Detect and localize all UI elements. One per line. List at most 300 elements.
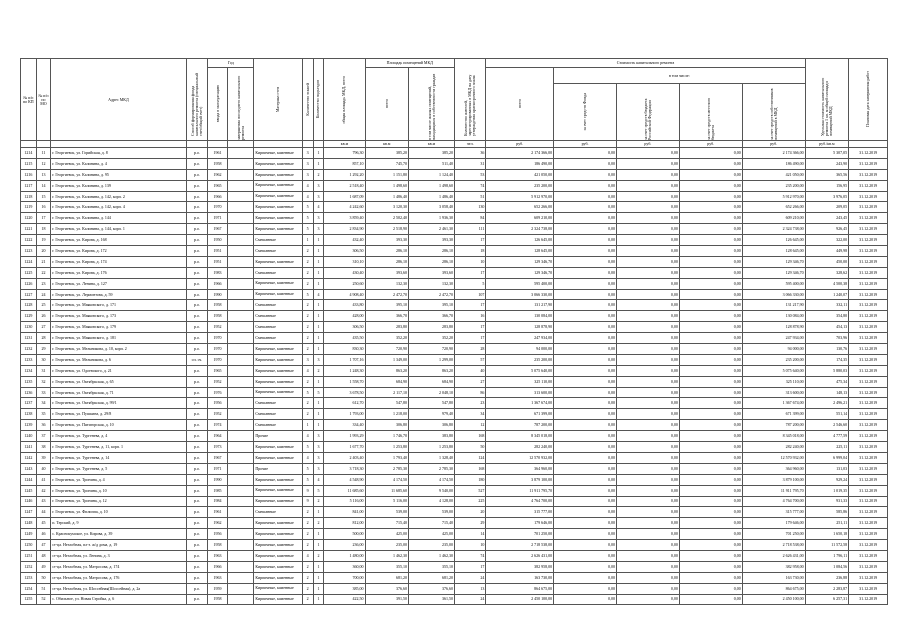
row-cost-total: 315 777,00: [486, 507, 554, 518]
row-cost-local: 0,00: [679, 235, 742, 246]
row-no-mo: 38: [36, 442, 51, 453]
row-unit-cost: 475,34: [805, 376, 849, 387]
row-no-kp: 1242: [21, 452, 37, 463]
row-entrances: 1: [313, 540, 324, 551]
row-fund-method: р.о.: [186, 202, 208, 213]
row-year-repair: [227, 387, 254, 398]
row-area-private: 4 174,50: [409, 474, 455, 485]
row-deadline: 31.12.2019: [849, 344, 888, 355]
unit-cell: руб.: [616, 141, 679, 148]
row-cost-total: 1 367 674,00: [486, 398, 554, 409]
row-area-all: 393,30: [365, 235, 409, 246]
row-year-repair: [227, 300, 254, 311]
row-unit-cost: 1 084,56: [805, 561, 849, 572]
row-no-kp: 1243: [21, 463, 37, 474]
row-entrances: 3: [313, 431, 324, 442]
row-cost-local: 0,00: [679, 191, 742, 202]
row-cost-total: 671 399,00: [486, 409, 554, 420]
row-no-mo: 48: [36, 550, 51, 561]
row-cost-federal: 0,00: [616, 518, 679, 529]
row-deadline: 31.12.2019: [849, 333, 888, 344]
row-deadline: 31.12.2019: [849, 540, 888, 551]
row-year-built: 1964: [208, 431, 227, 442]
row-area-private: 385,20: [409, 148, 455, 159]
row-year-repair: [227, 322, 254, 333]
row-total-area: 433,80: [324, 300, 365, 311]
row-fund-method: р.о.: [186, 333, 208, 344]
row-wall-material: Смешанные: [254, 235, 302, 246]
row-cost-federal: 0,00: [616, 387, 679, 398]
row-cost-local: 0,00: [679, 278, 742, 289]
row-no-kp: 1255: [21, 594, 37, 605]
row-cost-federal: 0,00: [616, 148, 679, 159]
row-no-kp: 1218: [21, 191, 37, 202]
row-cost-fund: 0,00: [554, 169, 617, 180]
row-deadline: 31.12.2019: [849, 180, 888, 191]
row-cost-federal: 0,00: [616, 158, 679, 169]
row-year-repair: [227, 496, 254, 507]
table-row: [21, 518, 888, 529]
row-total-area: 2 834,90: [324, 224, 365, 235]
row-cost-owners: 5 075 640,00: [742, 365, 805, 376]
row-wall-material: Смешанные: [254, 300, 302, 311]
row-entrances: 3: [313, 354, 324, 365]
table-row: [21, 333, 888, 344]
row-cost-total: 235 200,00: [486, 180, 554, 191]
row-entrances: 3: [313, 224, 324, 235]
table-row: [21, 496, 888, 507]
row-cost-owners: 8 345 018,00: [742, 431, 805, 442]
row-no-mo: 22: [36, 267, 51, 278]
row-cost-fund: 0,00: [554, 594, 617, 605]
row-fund-method: р.о.: [186, 409, 208, 420]
row-cost-fund: 0,00: [554, 158, 617, 169]
row-residents: 111: [454, 224, 485, 235]
row-year-built: 1966: [208, 191, 227, 202]
row-no-mo: 41: [36, 474, 51, 485]
row-entrances: 4: [313, 289, 324, 300]
table-row: [21, 311, 888, 322]
table-row: [21, 529, 888, 540]
row-cost-federal: 0,00: [616, 191, 679, 202]
row-deadline: 31.12.2019: [849, 398, 888, 409]
row-cost-fund: 0,00: [554, 322, 617, 333]
row-cost-owners: 2 324 738,00: [742, 224, 805, 235]
row-unit-cost: 585,86: [805, 507, 849, 518]
row-unit-cost: 236,88: [805, 572, 849, 583]
row-cost-fund: 0,00: [554, 561, 617, 572]
row-wall-material: Прочие: [254, 463, 302, 474]
row-unit-cost: 1 650,18: [805, 529, 849, 540]
row-unit-cost: 3 976,05: [805, 191, 849, 202]
row-cost-total: 128 878,90: [486, 322, 554, 333]
row-fund-method: р.о.: [186, 540, 208, 551]
header-floors: Количество этажей: [302, 59, 313, 141]
row-entrances: 4: [313, 202, 324, 213]
row-unit-cost: 243,90: [805, 158, 849, 169]
row-residents: 84: [454, 213, 485, 224]
row-unit-cost: 354,80: [805, 311, 849, 322]
row-area-private: 1 486,40: [409, 191, 455, 202]
row-cost-total: 5 912 970,00: [486, 191, 554, 202]
table-row: [21, 572, 888, 583]
row-cost-fund: 0,00: [554, 452, 617, 463]
row-fund-method: р.о.: [186, 224, 208, 235]
row-address: г. Георгиевск, ул. Калинина, д. 4: [51, 158, 186, 169]
row-cost-total: 3 066 330,00: [486, 289, 554, 300]
row-area-private: 2 461,30: [409, 224, 455, 235]
row-no-kp: 1250: [21, 540, 37, 551]
table-row: [21, 550, 888, 561]
row-fund-method: р.о.: [186, 289, 208, 300]
row-cost-fund: 0,00: [554, 409, 617, 420]
row-cost-total: 126 645,00: [486, 235, 554, 246]
row-total-area: 857,10: [324, 158, 365, 169]
row-cost-local: 0,00: [679, 474, 742, 485]
row-total-area: 236,00: [324, 540, 365, 551]
row-residents: 57: [454, 354, 485, 365]
row-wall-material: Кирпичные, каменные: [254, 169, 302, 180]
row-year-built: 1951: [208, 256, 227, 267]
row-year-built: 1966: [208, 278, 227, 289]
row-wall-material: Смешанные: [254, 322, 302, 333]
row-area-all: 11 685,60: [365, 485, 409, 496]
row-year-repair: [227, 158, 254, 169]
row-entrances: 1: [313, 583, 324, 594]
table-row: [21, 267, 888, 278]
row-residents: 18: [454, 246, 485, 257]
header-cost-owners: за счет средств собственников помещений в МКД: [742, 84, 805, 141]
row-cost-total: 3 879 100,00: [486, 474, 554, 485]
row-cost-federal: 0,00: [616, 431, 679, 442]
row-address: ст-ца. Незлобная, ул. Матросова, д. 176: [51, 572, 186, 583]
table-row: [21, 235, 888, 246]
row-no-kp: 1220: [21, 213, 37, 224]
row-entrances: 3: [313, 191, 324, 202]
row-cost-total: 129 346,70: [486, 267, 554, 278]
row-residents: 5: [454, 278, 485, 289]
row-year-repair: [227, 278, 254, 289]
row-floors: 2: [302, 398, 313, 409]
row-cost-fund: 0,00: [554, 191, 617, 202]
row-wall-material: Смешанные: [254, 267, 302, 278]
row-cost-owners: 2 718 538,00: [742, 540, 805, 551]
row-entrances: 1: [313, 409, 324, 420]
row-total-area: 385,00: [324, 583, 365, 594]
row-cost-total: 131 217,90: [486, 300, 554, 311]
row-floors: 2: [302, 344, 313, 355]
table-row: [21, 256, 888, 267]
row-cost-local: 0,00: [679, 431, 742, 442]
row-area-private: 283,80: [409, 322, 455, 333]
row-residents: 17: [454, 235, 485, 246]
row-address: г. Георгиевск, ул. Кирова, д. 176: [51, 267, 186, 278]
header-total-area: общая площадь МКД, всего: [324, 59, 365, 141]
row-cost-owners: 94 000,00: [742, 344, 805, 355]
row-no-mo: 24: [36, 289, 51, 300]
table-row: [21, 463, 888, 474]
row-area-private: 286,10: [409, 256, 455, 267]
row-entrances: 4: [313, 474, 324, 485]
table-row: [21, 224, 888, 235]
row-cost-local: 0,00: [679, 583, 742, 594]
row-cost-total: 2 626 431,00: [486, 550, 554, 561]
row-no-kp: 1241: [21, 442, 37, 453]
table-row: [21, 583, 888, 594]
row-deadline: 31.12.2019: [849, 289, 888, 300]
row-cost-total: 2 324 738,00: [486, 224, 554, 235]
row-fund-method: р.о.: [186, 485, 208, 496]
row-floors: 5: [302, 474, 313, 485]
row-no-mo: 11: [36, 148, 51, 159]
row-cost-total: 128 645,00: [486, 246, 554, 257]
row-deadline: 31.12.2019: [849, 354, 888, 365]
row-cost-total: 179 646,00: [486, 518, 554, 529]
row-year-built: 1970: [208, 344, 227, 355]
row-fund-method: р.о.: [186, 235, 208, 246]
row-wall-material: Смешанные: [254, 398, 302, 409]
row-cost-fund: 0,00: [554, 148, 617, 159]
row-area-private: 681,20: [409, 572, 455, 583]
row-no-kp: 1227: [21, 289, 37, 300]
row-area-private: 2 472,70: [409, 289, 455, 300]
table-row: [21, 409, 888, 420]
row-wall-material: Кирпичные, каменные: [254, 148, 302, 159]
row-area-all: 355,10: [365, 561, 409, 572]
row-no-mo: 12: [36, 158, 51, 169]
row-cost-federal: 0,00: [616, 507, 679, 518]
row-cost-total: 364 960,00: [486, 463, 554, 474]
row-residents: 168: [454, 463, 485, 474]
row-no-kp: 1228: [21, 300, 37, 311]
row-address: г. Георгиевск, ул. Октябрьская, д. 99/1: [51, 398, 186, 409]
row-cost-local: 0,00: [679, 311, 742, 322]
row-address: г. Георгиевск, ул. Тронина, д. 10: [51, 485, 186, 496]
row-area-all: 352,20: [365, 333, 409, 344]
row-floors: 1: [302, 235, 313, 246]
row-address: г. Георгиевск, ул. Калинина, д. 139: [51, 180, 186, 191]
row-cost-total: 94 000,00: [486, 344, 554, 355]
header-year-built: ввода в эксплуатацию: [208, 68, 227, 141]
row-year-repair: [227, 256, 254, 267]
row-year-repair: [227, 594, 254, 605]
row-deadline: 31.12.2019: [849, 496, 888, 507]
row-address: г. Георгиевск, ул. Калинина, д. 144, корп. 1: [51, 224, 186, 235]
row-year-built: 1973: [208, 442, 227, 453]
row-entrances: 3: [313, 180, 324, 191]
row-residents: 23: [454, 398, 485, 409]
table-row: [21, 420, 888, 431]
row-residents: 168: [454, 431, 485, 442]
table-row: [21, 246, 888, 257]
row-residents: 14: [454, 529, 485, 540]
row-wall-material: Кирпичные, каменные: [254, 224, 302, 235]
table-row: [21, 452, 888, 463]
row-floors: 3: [302, 354, 313, 365]
row-no-mo: 31: [36, 365, 51, 376]
row-total-area: 306,50: [324, 322, 365, 333]
row-floors: 2: [302, 540, 313, 551]
row-deadline: 31.12.2019: [849, 278, 888, 289]
header-area-all: всего: [365, 68, 409, 141]
row-address: г. Георгиевск, ул. Горийская, д. 8: [51, 148, 186, 159]
row-floors: 5: [302, 202, 313, 213]
row-fund-method: р.о.: [186, 267, 208, 278]
row-unit-cost: 1 240,07: [805, 289, 849, 300]
row-entrances: 3: [313, 463, 324, 474]
row-area-all: 2 785,30: [365, 463, 409, 474]
row-area-all: 684,90: [365, 376, 409, 387]
row-floors: 2: [302, 246, 313, 257]
row-floors: 2: [302, 561, 313, 572]
row-area-all: 366,70: [365, 311, 409, 322]
row-deadline: 31.12.2019: [849, 442, 888, 453]
row-residents: 124: [454, 452, 485, 463]
units-row: [21, 141, 888, 148]
row-no-mo: 13: [36, 169, 51, 180]
row-wall-material: Кирпичные, каменные: [254, 474, 302, 485]
row-no-mo: 29: [36, 344, 51, 355]
row-no-mo: 35: [36, 409, 51, 420]
row-unit-cost: 332,11: [805, 300, 849, 311]
row-total-area: 1 558,70: [324, 376, 365, 387]
row-area-all: 1 253,80: [365, 442, 409, 453]
row-floors: 2: [302, 594, 313, 605]
header-cost-local: за счет средств местного бюджета: [679, 84, 742, 141]
row-area-private: 2 785,30: [409, 463, 455, 474]
row-entrances: 2: [313, 496, 324, 507]
row-cost-fund: 0,00: [554, 213, 617, 224]
row-no-mo: 18: [36, 224, 51, 235]
header-area-group: Площадь помещений МКД: [365, 59, 454, 68]
row-year-built: 1951: [208, 246, 227, 257]
row-cost-local: 0,00: [679, 202, 742, 213]
row-area-private: 3 058,40: [409, 202, 455, 213]
row-area-private: 393,30: [409, 235, 455, 246]
row-wall-material: Кирпичные, каменные: [254, 354, 302, 365]
row-no-kp: 1239: [21, 420, 37, 431]
row-cost-federal: 0,00: [616, 376, 679, 387]
row-area-private: 1 299,00: [409, 354, 455, 365]
row-fund-method: р.о.: [186, 420, 208, 431]
row-floors: 2: [302, 572, 313, 583]
row-area-all: 863,20: [365, 365, 409, 376]
row-residents: 17: [454, 300, 485, 311]
row-wall-material: Смешанные: [254, 409, 302, 420]
row-year-repair: [227, 213, 254, 224]
row-total-area: 5 116,00: [324, 496, 365, 507]
row-year-repair: [227, 398, 254, 409]
row-cost-total: 129 346,70: [486, 256, 554, 267]
table-row: [21, 300, 888, 311]
row-total-area: 2 518,40: [324, 180, 365, 191]
row-year-built: 1962: [208, 518, 227, 529]
row-no-mo: 33: [36, 387, 51, 398]
row-entrances: 5: [313, 387, 324, 398]
row-floors: 4: [302, 431, 313, 442]
table-row: [21, 594, 888, 605]
row-fund-method: р.о.: [186, 507, 208, 518]
row-fund-method: р.о.: [186, 431, 208, 442]
row-wall-material: Кирпичные, каменные: [254, 518, 302, 529]
row-deadline: 31.12.2019: [849, 463, 888, 474]
row-address: г. Георгиевск, ул. Маяковского, д. 171: [51, 300, 186, 311]
row-cost-total: 313 600,00: [486, 387, 554, 398]
row-area-all: 745,70: [365, 158, 409, 169]
row-area-private: 383,80: [409, 431, 455, 442]
row-cost-total: 11 911 795,70: [486, 485, 554, 496]
row-residents: 27: [454, 376, 485, 387]
row-entrances: 2: [313, 550, 324, 561]
row-unit-cost: 156,95: [805, 180, 849, 191]
row-unit-cost: 322,00: [805, 235, 849, 246]
row-cost-owners: 128 878,90: [742, 322, 805, 333]
row-cost-federal: 0,00: [616, 213, 679, 224]
row-unit-cost: 454,13: [805, 322, 849, 333]
row-entrances: 1: [313, 235, 324, 246]
row-total-area: 306,50: [324, 246, 365, 257]
row-no-kp: 1254: [21, 583, 37, 594]
row-deadline: 31.12.2019: [849, 169, 888, 180]
row-residents: 16: [454, 311, 485, 322]
row-no-kp: 1229: [21, 311, 37, 322]
row-no-mo: 46: [36, 529, 51, 540]
row-deadline: 31.12.2019: [849, 148, 888, 159]
row-cost-local: 0,00: [679, 169, 742, 180]
row-cost-local: 0,00: [679, 376, 742, 387]
row-cost-federal: 0,00: [616, 594, 679, 605]
row-cost-fund: 0,00: [554, 202, 617, 213]
row-floors: 2: [302, 278, 313, 289]
row-cost-local: 0,00: [679, 289, 742, 300]
row-address: г. Георгиевск, ул. Маяковского, д. 181: [51, 333, 186, 344]
row-fund-method: р.о.: [186, 376, 208, 387]
row-year-repair: [227, 191, 254, 202]
row-year-built: 1963: [208, 550, 227, 561]
row-address: г. Георгиевск, ул. Маяковского, д. 173: [51, 311, 186, 322]
row-cost-local: 0,00: [679, 420, 742, 431]
row-year-repair: [227, 224, 254, 235]
row-unit-cost: 2 546,60: [805, 420, 849, 431]
row-area-private: 361,50: [409, 594, 455, 605]
row-year-built: 1958: [208, 300, 227, 311]
row-total-area: 841,00: [324, 507, 365, 518]
row-cost-local: 0,00: [679, 148, 742, 159]
row-address: г. Георгиевск, ул. Кирова, д. 174: [51, 256, 186, 267]
row-wall-material: Кирпичные, каменные: [254, 540, 302, 551]
row-cost-owners: 671 399,00: [742, 409, 805, 420]
row-no-kp: 1224: [21, 256, 37, 267]
row-no-kp: 1231: [21, 333, 37, 344]
row-year-repair: [227, 333, 254, 344]
unit-cell: руб./кв.м: [805, 141, 849, 148]
row-entrances: 1: [313, 594, 324, 605]
row-cost-total: 247 934,00: [486, 333, 554, 344]
row-deadline: 31.12.2019: [849, 474, 888, 485]
row-residents: 10: [454, 256, 485, 267]
row-area-all: 2 117,10: [365, 387, 409, 398]
row-cost-fund: 0,00: [554, 278, 617, 289]
row-entrances: 1: [313, 507, 324, 518]
row-cost-total: 235 200,00: [486, 354, 554, 365]
row-wall-material: Кирпичные, каменные: [254, 485, 302, 496]
row-entrances: 2: [313, 518, 324, 529]
row-cost-owners: 325 110,00: [742, 376, 805, 387]
row-cost-federal: 0,00: [616, 267, 679, 278]
row-year-repair: [227, 420, 254, 431]
row-cost-owners: 382 958,00: [742, 561, 805, 572]
row-cost-owners: 2 174 366,00: [742, 148, 805, 159]
